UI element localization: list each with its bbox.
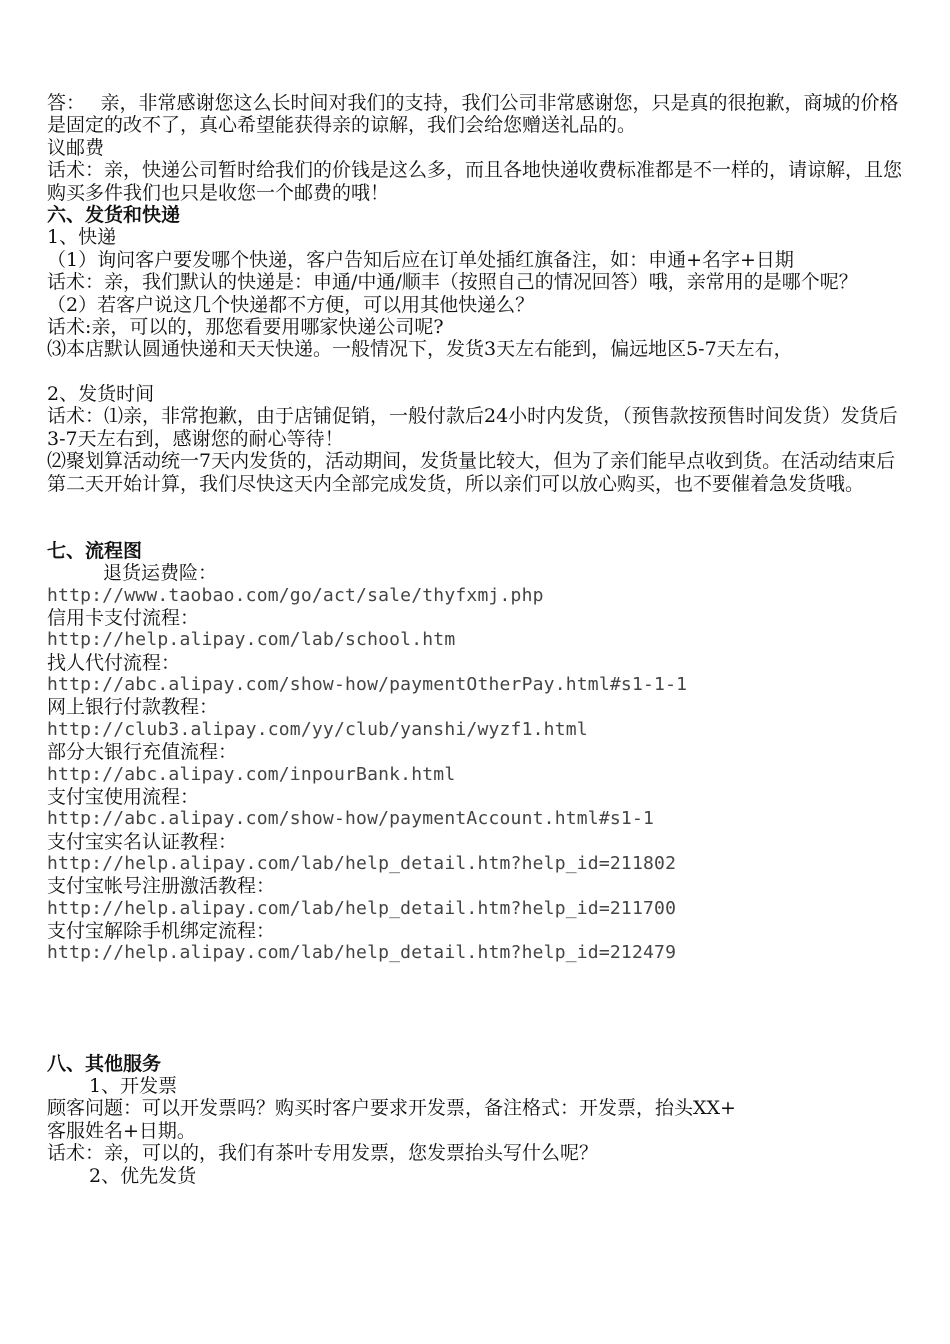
link-url[interactable]: http://club3.alipay.com/yy/club/yanshi/wyzf1.html — [47, 718, 588, 740]
answer-paragraph: 答： 亲，非常感谢您这么长时间对我们的支持，我们公司非常感谢您，只是真的很抱歉，商城的价格是固定的改不了，真心希望能获得亲的谅解，我们会给您赠送礼品的。 — [47, 92, 899, 137]
link-label: 找人代付流程： — [47, 651, 181, 674]
link-url[interactable]: http://abc.alipay.com/show-how/paymentOtherPay.html#s1-1-1 — [47, 674, 688, 696]
link-url[interactable]: http://help.alipay.com/lab/help_detail.htm?help_id=212479 — [47, 942, 677, 964]
link-label: 支付宝解除手机绑定流程： — [47, 919, 276, 942]
link-url[interactable]: http://help.alipay.com/lab/school.htm — [47, 629, 456, 651]
priority-shipping-title: 2、优先发货 — [89, 1164, 197, 1187]
shipping-time-title: 2、发货时间 — [47, 382, 155, 405]
link-label: 部分大银行充值流程： — [47, 741, 238, 764]
shipping-time-note: ⑵聚划算活动统一7天内发货的，活动期间，发货量比较大，但为了亲们能早点收到货。在活动结束后第二天开始计算，我们尽快这天内全部完成发货，所以亲们可以放心购买，也不要催着急发货哦。 — [47, 450, 896, 495]
spacer — [47, 361, 909, 383]
link-label: 支付宝帐号注册激活教程： — [47, 875, 276, 898]
flowchart-link-list — [47, 562, 909, 964]
express-q1: （1）询问客户要发哪个快递，客户告知后应在订单处插红旗备注，如：申通+名字+日期 — [47, 248, 794, 271]
invoice-script: 话术：亲，可以的，我们有茶叶专用发票，您发票抬头写什么呢？ — [47, 1142, 599, 1165]
section7-heading: 七、流程图 — [47, 539, 143, 562]
link-label: 支付宝使用流程： — [47, 785, 200, 808]
express-q2: （2）若客户说这几个快递都不方便，可以用其他快递么？ — [47, 293, 535, 316]
link-label: 信用卡支付流程： — [47, 607, 200, 630]
invoice-question-cont: 客服姓名+日期。 — [47, 1119, 196, 1142]
link-url[interactable]: http://abc.alipay.com/show-how/paymentAccount.html#s1-1 — [47, 808, 655, 830]
link-url[interactable]: http://help.alipay.com/lab/help_detail.htm?help_id=211802 — [47, 852, 677, 874]
express-title: 1、快递 — [47, 226, 117, 249]
express-q3: ⑶本店默认圆通快递和天天快递。一般情况下，发货3天左右能到，偏远地区5-7天左右， — [47, 338, 793, 361]
express-q2-script: 话术:亲，可以的，那您看要用哪家快递公司呢? — [47, 316, 444, 339]
link-label: 支付宝实名认证教程： — [47, 830, 238, 853]
link-label: 网上银行付款教程： — [47, 696, 219, 719]
express-q1-script: 话术：亲，我们默认的快递是：申通/中通/顺丰（按照自己的情况回答）哦，亲常用的是哪个呢？ — [47, 271, 858, 294]
postage-script: 话术：亲，快递公司暂时给我们的价钱是这么多，而且各地快递收费标准都是不一样的，请谅解，且您购买多件我们也只是收您一个邮费的哦！ — [47, 159, 903, 204]
link-url[interactable]: http://abc.alipay.com/inpourBank.html — [47, 763, 456, 785]
invoice-title: 1、开发票 — [89, 1075, 178, 1098]
section6-heading: 六、发货和快递 — [47, 204, 181, 227]
link-label: 退货运费险： — [103, 562, 218, 585]
invoice-question: 顾客问题：可以开发票吗？购买时客户要求开发票，备注格式：开发票，抬头XX+ — [47, 1097, 736, 1120]
section8-heading: 八、其他服务 — [47, 1052, 162, 1075]
link-url[interactable]: http://www.taobao.com/go/act/sale/thyfxmj.php — [47, 584, 544, 606]
spacer — [47, 965, 909, 1053]
document-page — [47, 92, 909, 1187]
shipping-time-script: 话术：⑴亲，非常抱歉，由于店铺促销，一般付款后24小时内发货，（预售款按预售时间发货）发货后3-7天左右到，感谢您的耐心等待！ — [47, 405, 898, 450]
spacer — [47, 495, 909, 540]
postage-subheading: 议邮费 — [47, 136, 105, 159]
link-url[interactable]: http://help.alipay.com/lab/help_detail.htm?help_id=211700 — [47, 897, 677, 919]
